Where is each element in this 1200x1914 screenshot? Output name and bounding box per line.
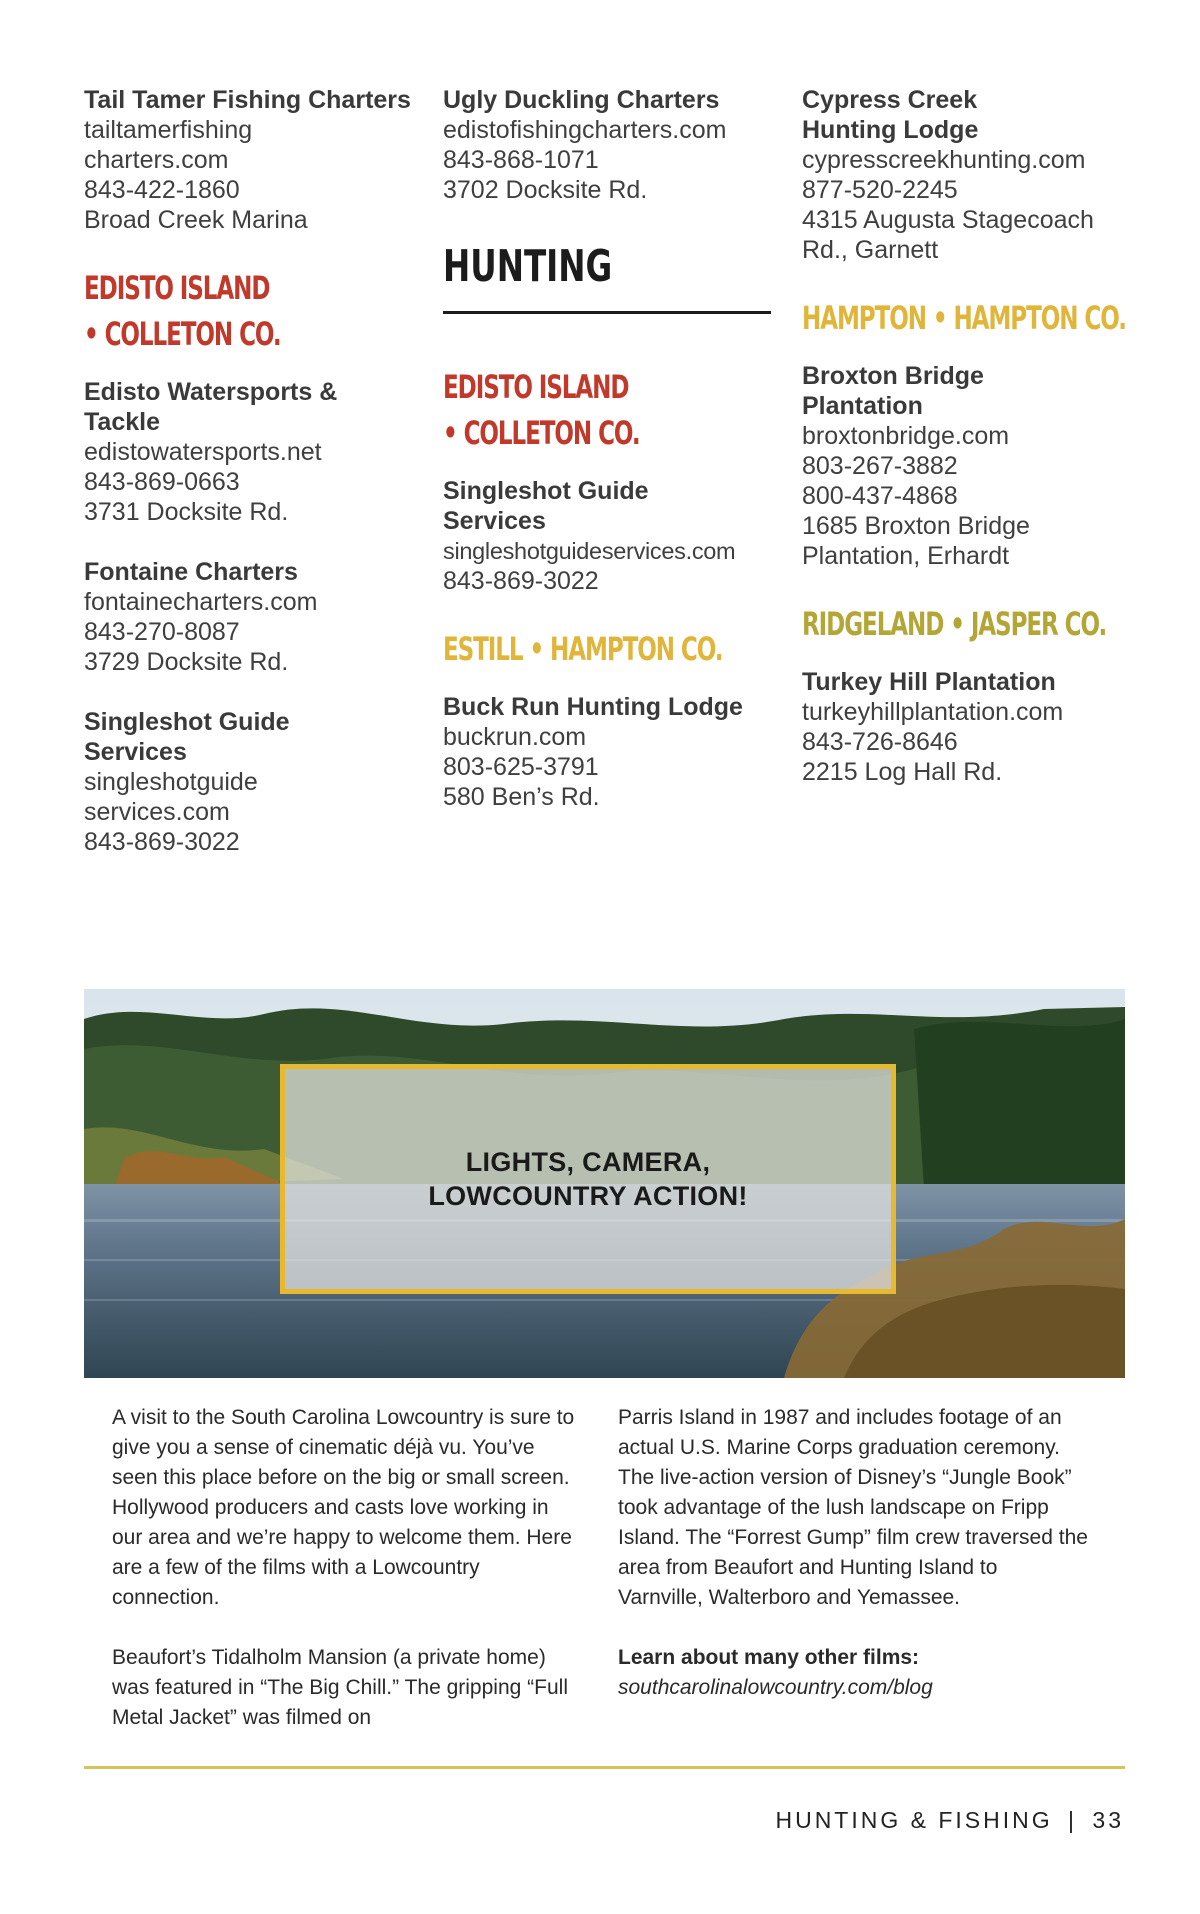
article-paragraph: Beaufort’s Tidalholm Mansion (a private home) was featured in “The Big Chill.” The gripping “Full Metal Jacket” was filmed on [112,1646,568,1729]
listing-buck-run [443,692,778,812]
listing-address: 3731 Docksite Rd. [84,498,289,526]
listing-ugly-duckling [443,85,778,205]
listing-singleshot-hunting [443,476,778,596]
region-line1: EDISTO ISLAND [84,269,270,307]
listing-website[interactable]: singleshotguide [84,768,258,796]
feature-title [428,1145,747,1213]
blog-link[interactable]: southcarolinalowcountry.com/blog [618,1676,933,1699]
region-heading-estill: ESTILL • HAMPTON CO. [443,630,723,668]
listing-cypress-creek [802,85,1132,265]
listing-phone: 803-267-3882 [802,452,958,480]
region-heading-edisto [84,265,322,357]
region-line1: EDISTO ISLAND [443,368,629,406]
listing-website[interactable]: edistofishingcharters.com [443,116,727,144]
listing-phone: 843-869-3022 [443,567,599,595]
listing-address: 1685 Broxton Bridge [802,512,1030,540]
article-paragraph: Parris Island in 1987 and includes footage of an actual U.S. Marine Corps graduation ceremony. The live-action version of Disney’s “Jungle Book” took advantage of the lush landscape on Fripp Island. The “Forrest Gump” film crew traversed the area from Beaufort and Hunting Island to Varnville, Walterboro and Yemassee. [618,1406,1088,1609]
article-paragraph: A visit to the South Carolina Lowcountry is sure to give you a sense of cinematic déjà vu. You’ve seen this place before on the big or small screen. Hollywood producers and casts love working in our area and we’re happy to welcome them. Here are a few of the films with a Lowcountry connection. [112,1406,575,1609]
region-heading-ridgeland: RIDGELAND • JASPER CO. [802,605,1107,643]
feature-title-line2: LOWCOUNTRY ACTION! [428,1181,748,1211]
listing-name: Cypress Creek Hunting Lodge [802,86,979,144]
listing-fontaine [84,557,414,677]
listing-address: 4315 Augusta Stagecoach [802,206,1094,234]
listing-website[interactable]: edistowatersports.net [84,438,322,466]
listing-phone: 843-868-1071 [443,146,599,174]
footer-section-name: HUNTING & FISHING [775,1807,1053,1833]
listing-address: 2215 Log Hall Rd. [802,758,1003,786]
listing-website[interactable]: buckrun.com [443,723,587,751]
article-right-column [618,1403,1088,1703]
listing-website[interactable]: tailtamerfishing [84,116,253,144]
footer-divider [84,1766,1125,1769]
listing-tail-tamer [84,85,414,235]
listing-broxton-bridge [802,361,1132,571]
page-footer [775,1807,1124,1834]
listing-name: Fontaine Charters [84,558,298,586]
footer-separator: | [1068,1807,1078,1833]
listing-name: Edisto Watersports & Tackle [84,378,338,436]
listing-name: Buck Run Hunting Lodge [443,693,743,721]
listing-edisto-watersports [84,377,414,527]
listing-address-cont: Rd., Garnett [802,236,939,264]
listing-website[interactable]: singleshotguideservices.com [443,538,736,564]
listing-name: Tail Tamer Fishing Charters [84,86,411,114]
region-line2: • COLLETON CO. [443,414,640,452]
listing-address: Broad Creek Marina [84,206,308,234]
listing-website[interactable]: broxtonbridge.com [802,422,1010,450]
section-title-hunting: HUNTING [443,241,613,292]
listing-website[interactable]: turkeyhillplantation.com [802,698,1064,726]
listing-phone: 877-520-2245 [802,176,958,204]
column-2 [443,85,778,842]
listing-phone: 843-422-1860 [84,176,240,204]
region-heading-edisto [443,364,684,456]
listing-phone: 843-726-8646 [802,728,958,756]
section-divider [443,311,771,314]
column-1 [84,85,414,887]
listing-name: Singleshot Guide Services [443,477,649,535]
feature-title-line1: LIGHTS, CAMERA, [465,1147,711,1177]
listing-phone: 843-869-0663 [84,468,240,496]
listing-phone: 803-625-3791 [443,753,599,781]
listing-name: Ugly Duckling Charters [443,86,720,114]
page-number: 33 [1092,1807,1124,1833]
listing-address: 3702 Docksite Rd. [443,176,648,204]
listing-website[interactable]: cypresscreekhunting.com [802,146,1086,174]
listing-phone: 843-869-3022 [84,828,240,856]
learn-more-label: Learn about many other films: [618,1646,920,1669]
listing-address: 580 Ben’s Rd. [443,783,600,811]
listing-name: Broxton Bridge Plantation [802,362,984,420]
listing-website[interactable]: fontainecharters.com [84,588,318,616]
listing-address-cont: Plantation, Erhardt [802,542,1010,570]
column-3 [802,85,1132,817]
listing-phone-2: 800-437-4868 [802,482,958,510]
listing-name: Turkey Hill Plantation [802,668,1056,696]
listing-website-cont[interactable]: services.com [84,798,230,826]
listing-phone: 843-270-8087 [84,618,240,646]
callout-box [280,1064,896,1294]
article-left-column [112,1403,582,1763]
listing-turkey-hill [802,667,1132,787]
lake-photo [84,989,1125,1378]
listing-address: 3729 Docksite Rd. [84,648,289,676]
listing-singleshot [84,707,414,857]
region-heading-hampton: HAMPTON • HAMPTON CO. [802,299,1126,337]
region-line2: • COLLETON CO. [84,315,281,353]
listing-website-cont[interactable]: charters.com [84,146,229,174]
listing-name: Singleshot Guide Services [84,708,290,766]
